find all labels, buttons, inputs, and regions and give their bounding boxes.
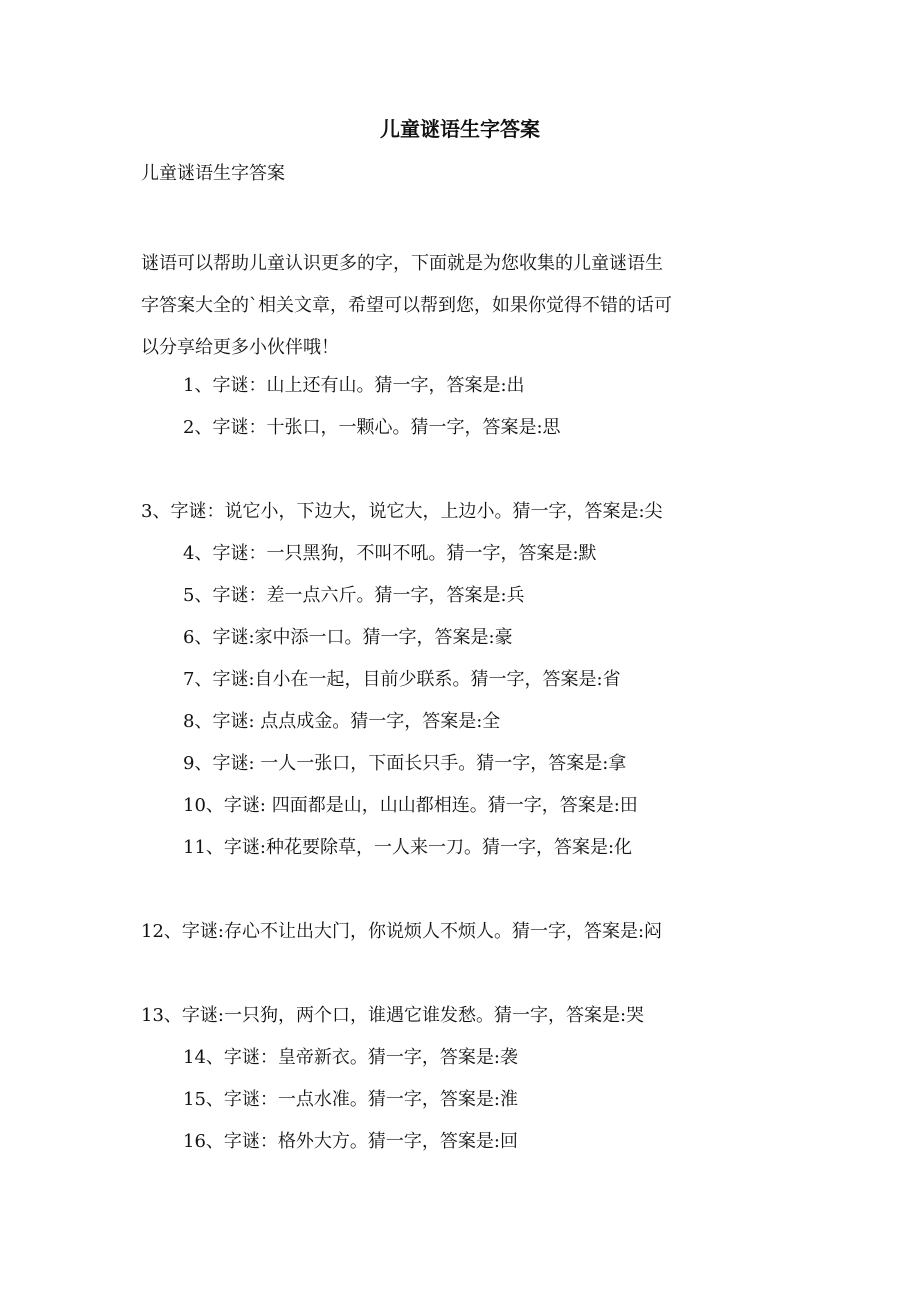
riddle-item: 3、字谜：说它小，下边大，说它大，上边小。猜一字，答案是:尖	[141, 501, 663, 522]
intro-paragraph: 谜语可以帮助儿童认识更多的字，下面就是为您收集的儿童谜语生 字答案大全的`相关文章，希望可以帮到您，如果你觉得不错的话可 以分享给更多小伙伴哦！	[141, 253, 672, 358]
riddle-item: 8、字谜: 点点成金。猜一字，答案是:全	[183, 711, 501, 732]
document-title: 儿童谜语生字答案	[380, 117, 540, 141]
riddle-item: 1、字谜：山上还有山。猜一字，答案是:出	[183, 375, 525, 396]
document-subtitle: 儿童谜语生字答案	[141, 163, 285, 184]
riddle-item: 15、字谜：一点水准。猜一字，答案是:淮	[183, 1089, 518, 1110]
riddle-item: 2、字谜：十张口，一颗心。猜一字，答案是:思	[183, 417, 561, 438]
riddle-item: 16、字谜：格外大方。猜一字，答案是:回	[183, 1131, 518, 1152]
riddle-item: 7、字谜:自小在一起，目前少联系。猜一字，答案是:省	[183, 669, 621, 690]
riddle-item: 5、字谜：差一点六斤。猜一字，答案是:兵	[183, 585, 525, 606]
riddle-item: 9、字谜: 一人一张口，下面长只手。猜一字，答案是:拿	[183, 753, 627, 774]
riddle-item: 10、字谜: 四面都是山，山山都相连。猜一字，答案是:田	[183, 795, 638, 816]
riddle-item: 12、字谜:存心不让出大门，你说烦人不烦人。猜一字，答案是:闷	[141, 921, 663, 942]
riddle-item: 6、字谜:家中添一口。猜一字，答案是:豪	[183, 627, 513, 648]
riddle-item: 4、字谜：一只黑狗，不叫不吼。猜一字，答案是:默	[183, 543, 597, 564]
riddle-item: 13、字谜:一只狗，两个口，谁遇它谁发愁。猜一字，答案是:哭	[141, 1005, 645, 1026]
riddle-item: 14、字谜：皇帝新衣。猜一字，答案是:袭	[183, 1047, 518, 1068]
riddle-item: 11、字谜:种花要除草，一人来一刀。猜一字，答案是:化	[183, 837, 633, 858]
